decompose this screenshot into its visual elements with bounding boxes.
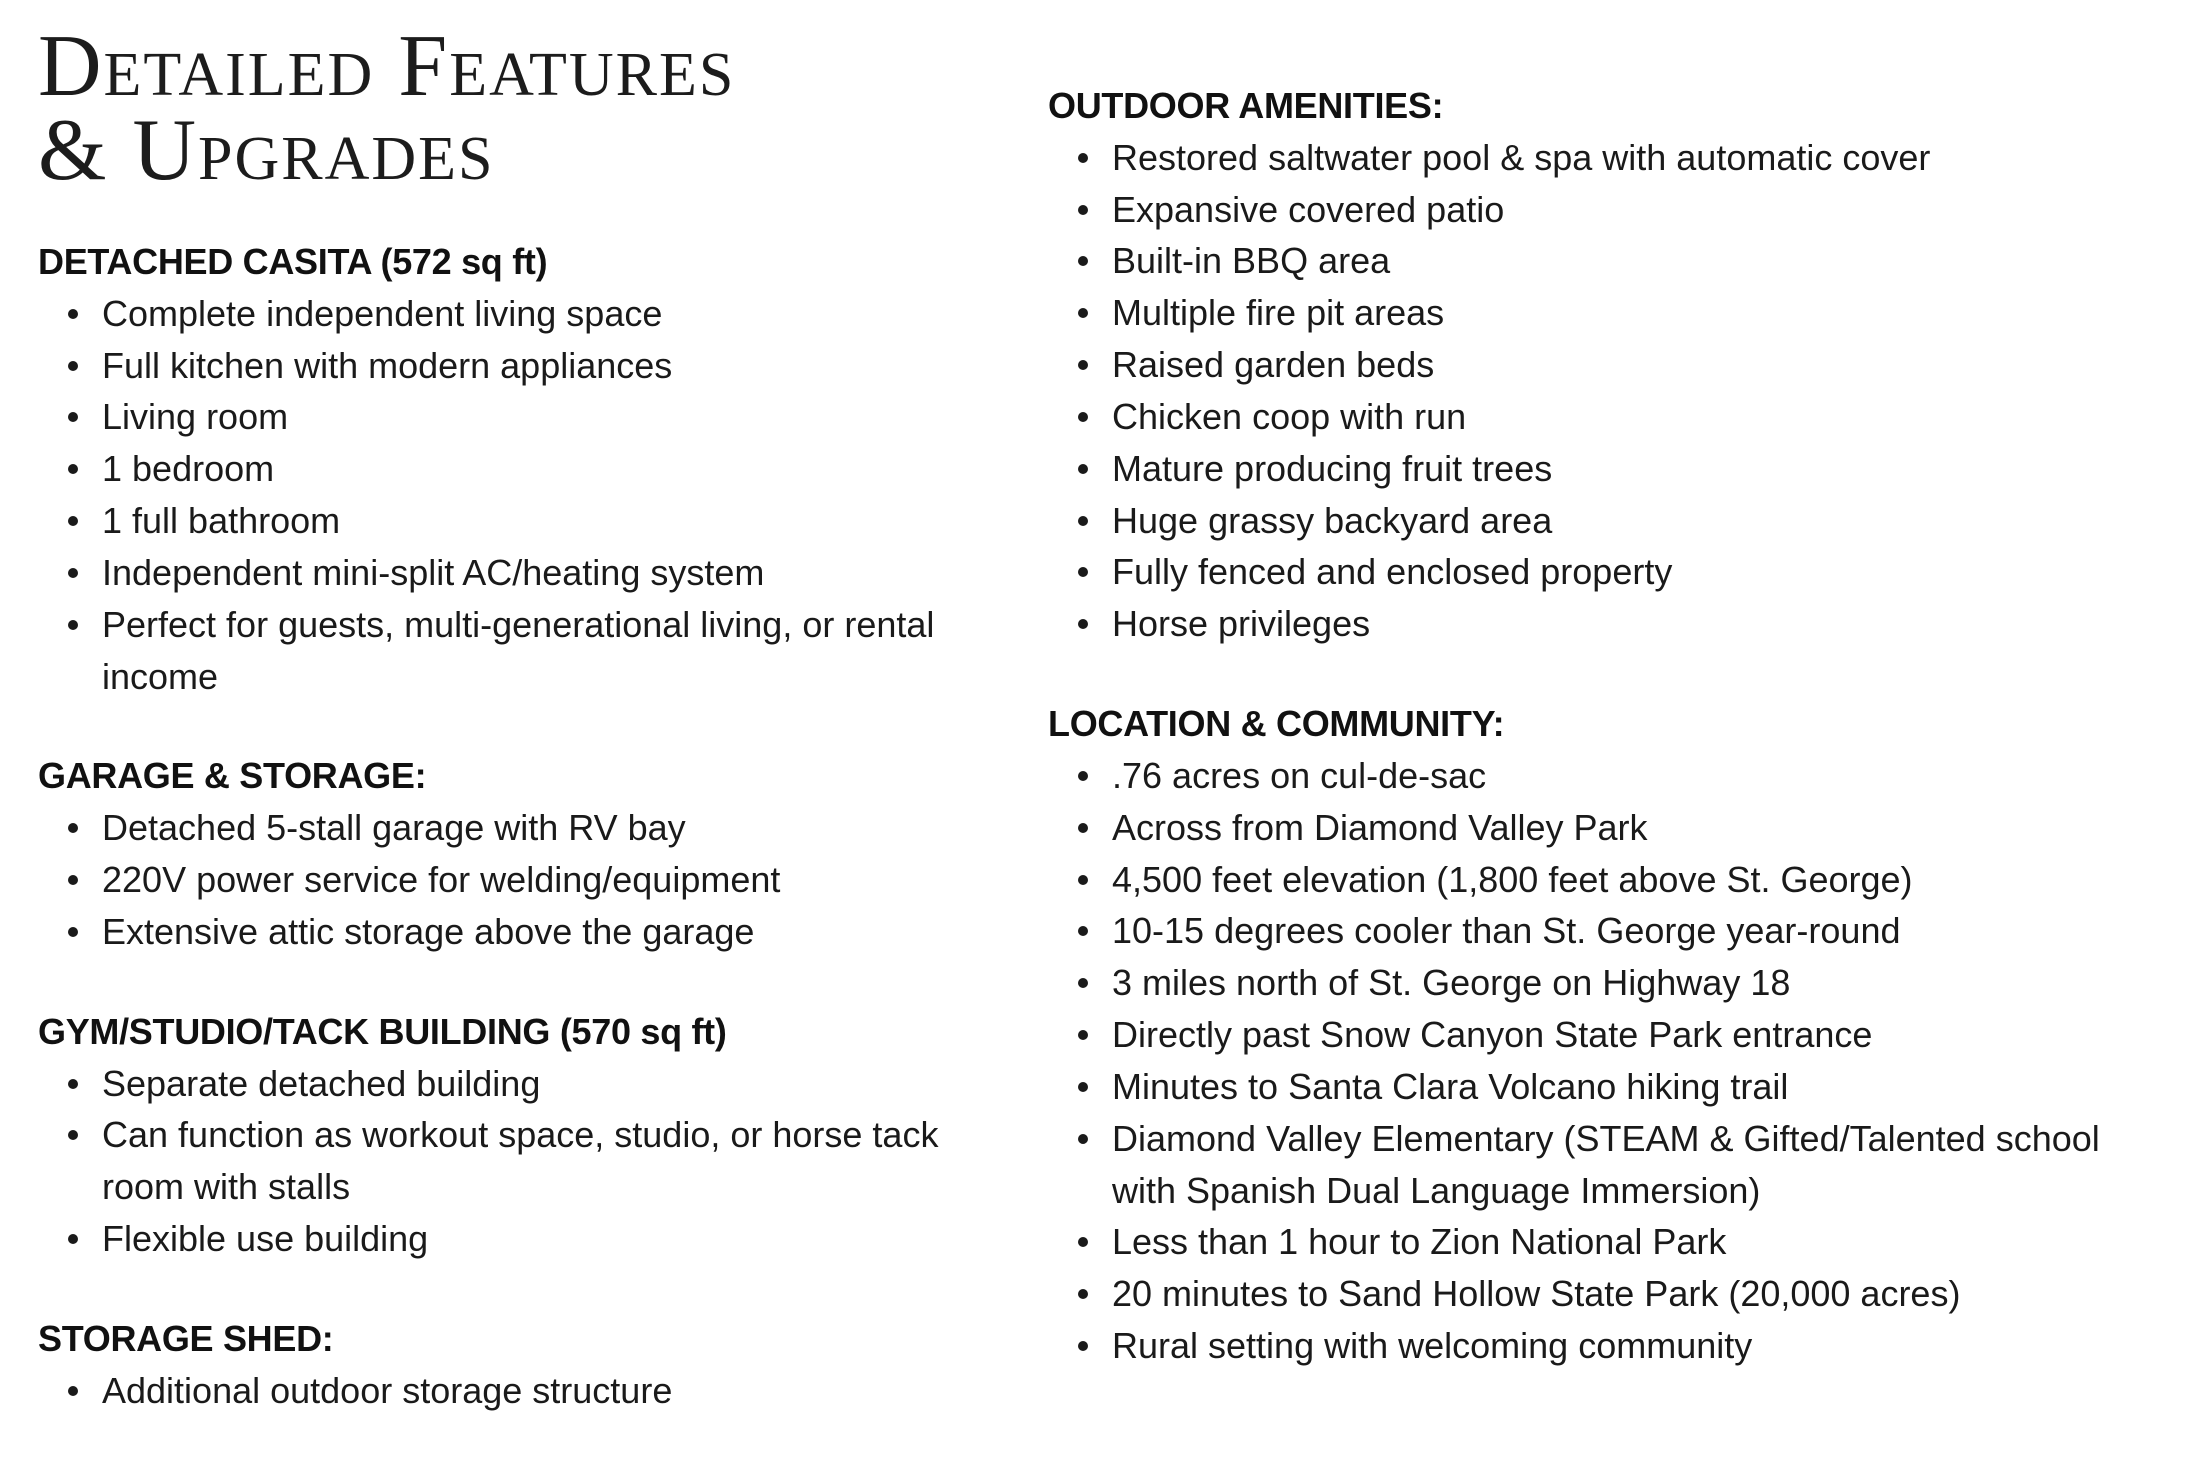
list-item-text: Multiple fire pit areas xyxy=(1112,292,1445,334)
page-title-line2: & Upgrades xyxy=(38,102,495,200)
list-item-text: Separate detached building xyxy=(102,1062,541,1104)
list-item-text: 1 bedroom xyxy=(102,448,275,490)
list-item-text: Additional outdoor storage structure xyxy=(102,1369,673,1411)
section-heading: STORAGE SHED: xyxy=(38,1317,334,1359)
list-item-text: Across from Diamond Valley Park xyxy=(1112,806,1648,848)
list-item-text: Less than 1 hour to Zion National Park xyxy=(1112,1221,1727,1263)
list-item xyxy=(1076,1268,2165,1320)
section-heading: GARAGE & STORAGE: xyxy=(38,755,427,797)
list-item xyxy=(66,391,1003,443)
list-item-text: 10-15 degrees cooler than St. George year-round xyxy=(1112,910,1901,952)
list-item xyxy=(1076,1216,2165,1268)
bullet-icon xyxy=(68,823,78,833)
bullet-icon xyxy=(1078,256,1088,266)
list-item-text: Extensive attic storage above the garage xyxy=(102,910,755,952)
list-item xyxy=(1076,750,2165,802)
list-item xyxy=(1076,339,2165,391)
bullet-icon xyxy=(68,1234,78,1244)
bullet-icon xyxy=(1078,516,1088,526)
list-item xyxy=(1076,854,2165,906)
list-item xyxy=(66,340,1003,392)
list-item-text: Rural setting with welcoming community xyxy=(1112,1325,1753,1367)
list-item xyxy=(1076,1320,2165,1372)
section-heading: OUTDOOR AMENITIES: xyxy=(1048,85,1444,126)
list-item-text: 20 minutes to Sand Hollow State Park (20,000 acres) xyxy=(1112,1273,1961,1315)
feature-list xyxy=(66,288,1003,703)
list-item-text: Raised garden beds xyxy=(1112,344,1435,386)
feature-list xyxy=(1076,132,2165,650)
bullet-icon xyxy=(68,464,78,474)
bullet-icon xyxy=(1078,205,1088,215)
bullet-icon xyxy=(1078,619,1088,629)
list-item-text: 1 full bathroom xyxy=(102,500,341,542)
list-item xyxy=(66,854,1003,906)
feature-section xyxy=(38,1006,1003,1265)
list-item-text: Can function as workout space, studio, or horse tack room with stalls xyxy=(102,1114,939,1208)
bullet-icon xyxy=(1078,1341,1088,1351)
list-item xyxy=(1076,802,2165,854)
list-item-text: Restored saltwater pool & spa with automatic cover xyxy=(1112,136,1931,178)
list-item-text: Independent mini-split AC/heating system xyxy=(102,551,765,593)
list-item xyxy=(1076,235,2165,287)
list-item xyxy=(1076,495,2165,547)
list-item-text: Expansive covered patio xyxy=(1112,188,1505,230)
list-item-text: Full kitchen with modern appliances xyxy=(102,344,673,386)
list-item xyxy=(66,547,1003,599)
left-column xyxy=(38,18,1003,1475)
bullet-icon xyxy=(68,620,78,630)
bullet-icon xyxy=(68,309,78,319)
list-item xyxy=(1076,1009,2165,1061)
bullet-icon xyxy=(68,568,78,578)
bullet-icon xyxy=(68,412,78,422)
bullet-icon xyxy=(1078,1289,1088,1299)
list-item xyxy=(1076,957,2165,1009)
bullet-icon xyxy=(68,361,78,371)
list-item-text: Flexible use building xyxy=(102,1218,429,1260)
list-item-text: Huge grassy backyard area xyxy=(1112,499,1553,541)
bullet-icon xyxy=(1078,1082,1088,1092)
list-item xyxy=(66,802,1003,854)
bullet-icon xyxy=(1078,771,1088,781)
bullet-icon xyxy=(1078,567,1088,577)
list-item xyxy=(66,599,1003,703)
list-item xyxy=(1076,391,2165,443)
list-item xyxy=(66,1058,1003,1110)
bullet-icon xyxy=(1078,823,1088,833)
feature-section xyxy=(1048,80,2165,650)
bullet-icon xyxy=(1078,1237,1088,1247)
bullet-icon xyxy=(1078,153,1088,163)
bullet-icon xyxy=(1078,1030,1088,1040)
feature-section xyxy=(38,236,1003,702)
bullet-icon xyxy=(1078,978,1088,988)
feature-section xyxy=(38,750,1003,957)
list-item-text: Diamond Valley Elementary (STEAM & Gifted/Talented school with Spanish Dual Language Immersion) xyxy=(1112,1117,2100,1211)
bullet-icon xyxy=(1078,464,1088,474)
right-column xyxy=(1048,25,2165,1475)
list-item-text: Complete independent living space xyxy=(102,292,663,334)
list-item xyxy=(1076,546,2165,598)
list-item xyxy=(66,1109,1003,1213)
list-item xyxy=(66,1365,1003,1417)
section-heading: DETACHED CASITA (572 sq ft) xyxy=(38,240,548,282)
list-item xyxy=(1076,132,2165,184)
section-heading: LOCATION & COMMUNITY: xyxy=(1048,703,1505,745)
list-item xyxy=(1076,287,2165,339)
list-item-text: Mature producing fruit trees xyxy=(1112,447,1553,489)
list-item xyxy=(66,288,1003,340)
bullet-icon xyxy=(1078,1134,1088,1144)
bullet-icon xyxy=(1078,308,1088,318)
list-item-text: Chicken coop with run xyxy=(1112,395,1467,437)
feature-list xyxy=(66,802,1003,957)
list-item xyxy=(1076,1113,2165,1217)
list-item xyxy=(1076,443,2165,495)
list-item xyxy=(66,495,1003,547)
list-item xyxy=(1076,184,2165,236)
feature-section xyxy=(38,1313,1003,1417)
bullet-icon xyxy=(68,927,78,937)
list-item xyxy=(1076,1061,2165,1113)
list-item-text: Horse privileges xyxy=(1112,603,1371,645)
page-title xyxy=(38,18,1003,200)
list-item-text: Built-in BBQ area xyxy=(1112,240,1391,282)
bullet-icon xyxy=(68,1130,78,1140)
left-sections xyxy=(38,236,1003,1417)
feature-section xyxy=(1048,698,2165,1372)
feature-list xyxy=(66,1365,1003,1417)
bullet-icon xyxy=(1078,412,1088,422)
list-item-text: 3 miles north of St. George on Highway 18 xyxy=(1112,962,1791,1004)
list-item-text: Perfect for guests, multi-generational living, or rental income xyxy=(102,603,935,697)
list-item xyxy=(66,906,1003,958)
bullet-icon xyxy=(1078,926,1088,936)
list-item xyxy=(1076,905,2165,957)
list-item-text: Fully fenced and enclosed property xyxy=(1112,551,1673,593)
list-item-text: Minutes to Santa Clara Volcano hiking trail xyxy=(1112,1065,1789,1107)
bullet-icon xyxy=(68,1079,78,1089)
bullet-icon xyxy=(1078,360,1088,370)
bullet-icon xyxy=(68,1386,78,1396)
list-item-text: Living room xyxy=(102,396,289,438)
right-sections xyxy=(1048,80,2165,1372)
bullet-icon xyxy=(68,516,78,526)
section-heading: GYM/STUDIO/TACK BUILDING (570 sq ft) xyxy=(38,1010,727,1052)
feature-list xyxy=(1076,750,2165,1372)
list-item-text: 4,500 feet elevation (1,800 feet above St. George) xyxy=(1112,858,1913,900)
bullet-icon xyxy=(68,875,78,885)
list-item xyxy=(66,443,1003,495)
list-item xyxy=(66,1213,1003,1265)
list-item-text: Directly past Snow Canyon State Park entrance xyxy=(1112,1014,1873,1056)
bullet-icon xyxy=(1078,875,1088,885)
feature-list xyxy=(66,1058,1003,1265)
list-item-text: 220V power service for welding/equipment xyxy=(102,859,781,901)
page-title-line1: Detailed Features xyxy=(38,18,736,115)
list-item-text: .76 acres on cul-de-sac xyxy=(1112,754,1487,796)
list-item-text: Detached 5-stall garage with RV bay xyxy=(102,807,686,849)
list-item xyxy=(1076,598,2165,650)
